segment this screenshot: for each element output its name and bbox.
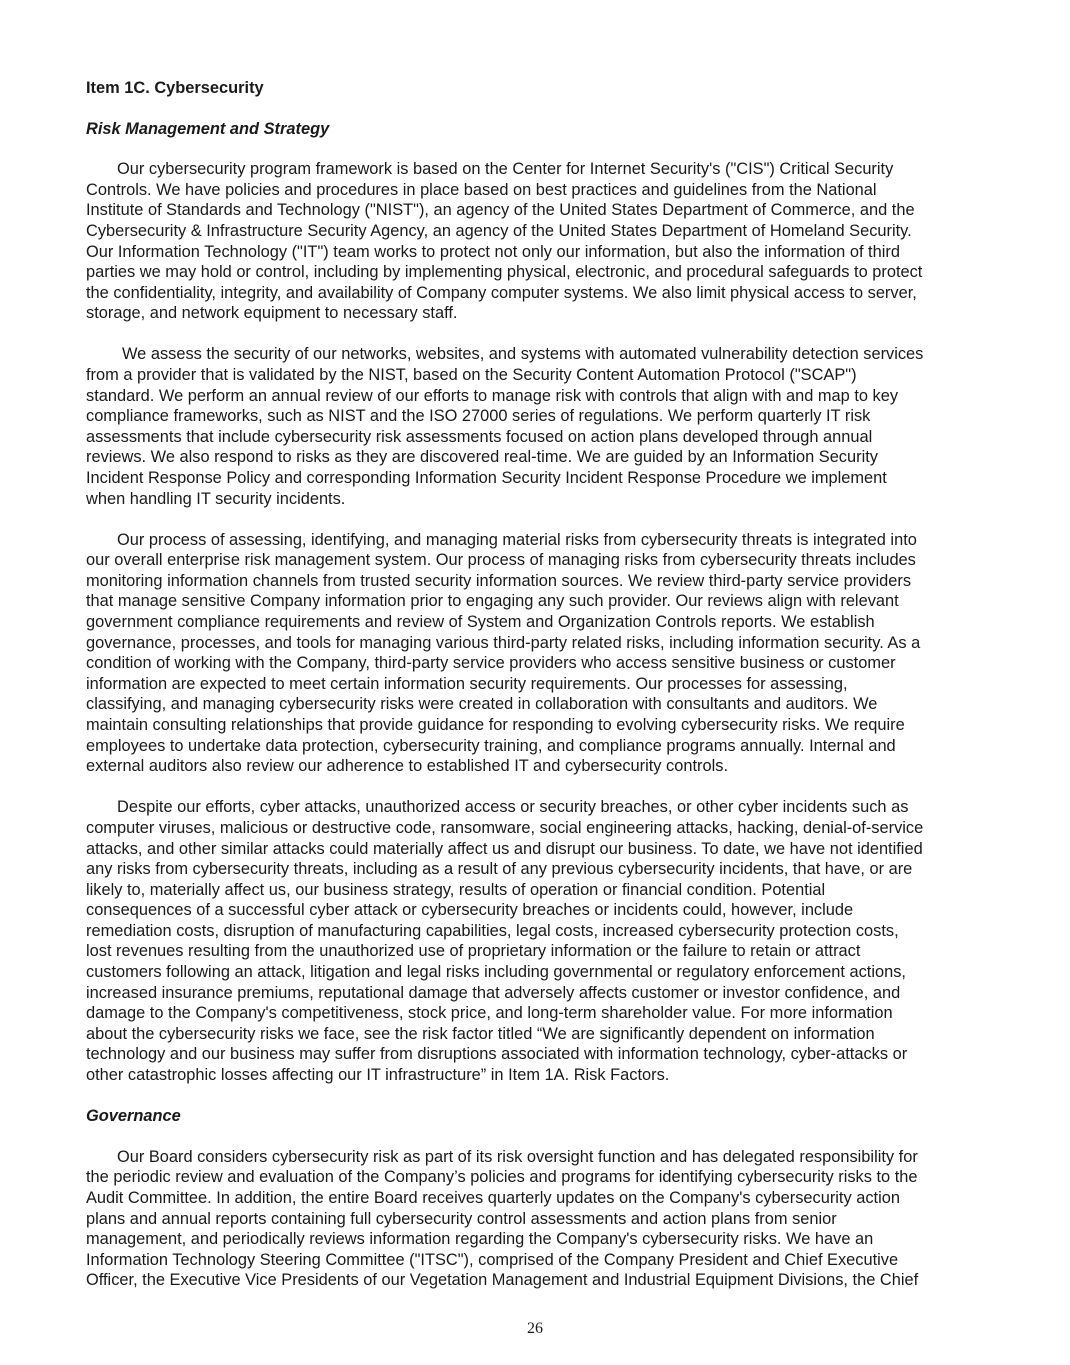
- paragraph-line: lost revenues resulting from the unauthorized use of proprietary information or the failure to retain or attract: [86, 942, 861, 961]
- paragraph-line: attacks, and other similar attacks could materially affect us and disrupt our business. To date, we have not identified: [86, 839, 923, 858]
- paragraph-line: customers following an attack, litigation and legal risks including governmental or regulatory enforcement actions,: [86, 963, 906, 982]
- paragraph-line: compliance frameworks, such as NIST and the ISO 27000 series of regulations. We perform quarterly IT risk: [86, 407, 871, 426]
- governance-subheading: Governance: [86, 1107, 181, 1126]
- paragraph-line: standard. We perform an annual review of our efforts to manage risk with controls that align with and map to key: [86, 386, 899, 405]
- paragraph-line: Information Technology Steering Committee ("ITSC"), comprised of the Company President and Chief Executive: [86, 1250, 899, 1269]
- paragraph-line: monitoring information channels from trusted security information sources. We review third-party service providers: [86, 571, 912, 590]
- paragraph-line: Officer, the Executive Vice Presidents of our Vegetation Management and Industrial Equipment Divisions, the Chief: [86, 1271, 919, 1290]
- paragraph-line: our overall enterprise risk management system. Our process of managing risks from cybersecurity threats includes: [86, 551, 916, 570]
- paragraph-line: classifying, and managing cybersecurity risks were created in collaboration with consultants and auditors. We: [86, 695, 878, 714]
- risk-management-subheading: Risk Management and Strategy: [86, 119, 330, 138]
- paragraph-line: Incident Response Policy and corresponding Information Security Incident Response Procedure we implement: [86, 469, 887, 487]
- paragraph-line: management, and periodically reviews information regarding the Company's cybersecurity risks. We have an: [86, 1230, 874, 1249]
- paragraph-line: governance, processes, and tools for managing various third-party related risks, including information security. As a: [86, 633, 921, 652]
- paragraph-line: Controls. We have policies and procedures in place based on best practices and guidelines from the National: [86, 180, 877, 199]
- risk-paragraph-4: [86, 797, 986, 1085]
- paragraph-line: parties we may hold or control, including by implementing physical, electronic, and procedural safeguards to protect: [86, 263, 923, 282]
- paragraph-line: damage to the Company's competitiveness, stock price, and long-term shareholder value. For more information: [86, 1004, 893, 1023]
- paragraph-line: Despite our efforts, cyber attacks, unauthorized access or security breaches, or other cyber incidents such as: [117, 798, 909, 817]
- paragraph-line: from a provider that is validated by the NIST, based on the Security Content Automation Protocol ("SCAP"): [86, 366, 857, 385]
- governance-paragraph-1: [86, 1147, 986, 1291]
- section-heading: Item 1C. Cybersecurity: [86, 79, 264, 97]
- document-page: [86, 78, 986, 1311]
- paragraph-line: Our cybersecurity program framework is based on the Center for Internet Security's ("CIS") Critical Security: [117, 160, 894, 179]
- paragraph-line: consequences of a successful cyber attack or cybersecurity breaches or incidents could, however, include: [86, 901, 854, 920]
- paragraph-line: employees to undertake data protection, cybersecurity training, and compliance programs annually. Internal and: [86, 736, 896, 755]
- paragraph-line: information are expected to meet certain information security requirements. Our processes for assessing,: [86, 674, 848, 693]
- paragraph-line: any risks from cybersecurity threats, including as a result of any previous cybersecurity incidents, that have, or are: [86, 860, 913, 879]
- paragraph-line: reviews. We also respond to risks as they are discovered real-time. We are guided by an Information Security: [86, 448, 878, 467]
- paragraph-line: when handling IT security incidents.: [86, 489, 346, 508]
- paragraph-line: the periodic review and evaluation of the Company’s policies and programs for identifying cybersecurity risks to the: [86, 1168, 918, 1187]
- paragraph-line: other catastrophic losses affecting our IT infrastructure” in Item 1A. Risk Factors.: [86, 1066, 670, 1085]
- paragraph-line: government compliance requirements and review of System and Organization Controls reports. We establish: [86, 613, 875, 632]
- paragraph-line: Audit Committee. In addition, the entire Board receives quarterly updates on the Company's cybersecurity action: [86, 1188, 900, 1207]
- paragraph-line: that manage sensitive Company information prior to engaging any such provider. Our reviews align with relevant: [86, 592, 899, 611]
- page-number: 26: [527, 1320, 543, 1337]
- paragraph-line: the confidentiality, integrity, and availability of Company computer systems. We also limit physical access to server,: [86, 283, 917, 302]
- paragraph-line: plans and annual reports containing full cybersecurity control assessments and action plans from senior: [86, 1209, 837, 1228]
- risk-paragraph-2: [86, 344, 986, 509]
- paragraph-line: technology and our business may suffer from disruptions associated with information technology, cyber-attacks or: [86, 1045, 908, 1064]
- paragraph-line: maintain consulting relationships that provide guidance for responding to evolving cybersecurity risks. We require: [86, 716, 905, 735]
- paragraph-line: about the cybersecurity risks we face, see the risk factor titled “We are significantly dependent on information: [86, 1024, 875, 1043]
- paragraph-line: increased insurance premiums, reputational damage that adversely affects customer or investor confidence, and: [86, 983, 901, 1002]
- risk-paragraph-3: [86, 530, 986, 777]
- paragraph-line: likely to, materially affect us, our business strategy, results of operation or financial condition. Potential: [86, 880, 826, 899]
- paragraph-line: remediation costs, disruption of manufacturing capabilities, legal costs, increased cybersecurity protection costs,: [86, 921, 899, 940]
- paragraph-line: condition of working with the Company, third-party service providers who access sensitive business or customer: [86, 654, 896, 673]
- paragraph-line: Cybersecurity & Infrastructure Security Agency, an agency of the United States Department of Homeland Security.: [86, 221, 912, 240]
- paragraph-line: Our Board considers cybersecurity risk as part of its risk oversight function and has delegated responsibility for: [117, 1147, 918, 1166]
- paragraph-line: assessments that include cybersecurity risk assessments focused on action plans developed through annual: [86, 427, 873, 446]
- paragraph-line: We assess the security of our networks, websites, and systems with automated vulnerability detection services: [122, 345, 924, 364]
- paragraph-line: Our process of assessing, identifying, and managing material risks from cybersecurity threats is integrated into: [117, 530, 917, 549]
- paragraph-line: Our Information Technology ("IT") team works to protect not only our information, but also the information of third: [86, 242, 900, 261]
- paragraph-line: storage, and network equipment to necessary staff.: [86, 304, 458, 323]
- paragraph-line: computer viruses, malicious or destructive code, ransomware, social engineering attacks, hacking, denial-of-service: [86, 818, 924, 837]
- paragraph-line: Institute of Standards and Technology ("NIST"), an agency of the United States Department of Commerce, and the: [86, 201, 915, 220]
- paragraph-line: external auditors also review our adherence to established IT and cybersecurity controls.: [86, 757, 729, 776]
- risk-paragraph-1: [86, 159, 986, 324]
